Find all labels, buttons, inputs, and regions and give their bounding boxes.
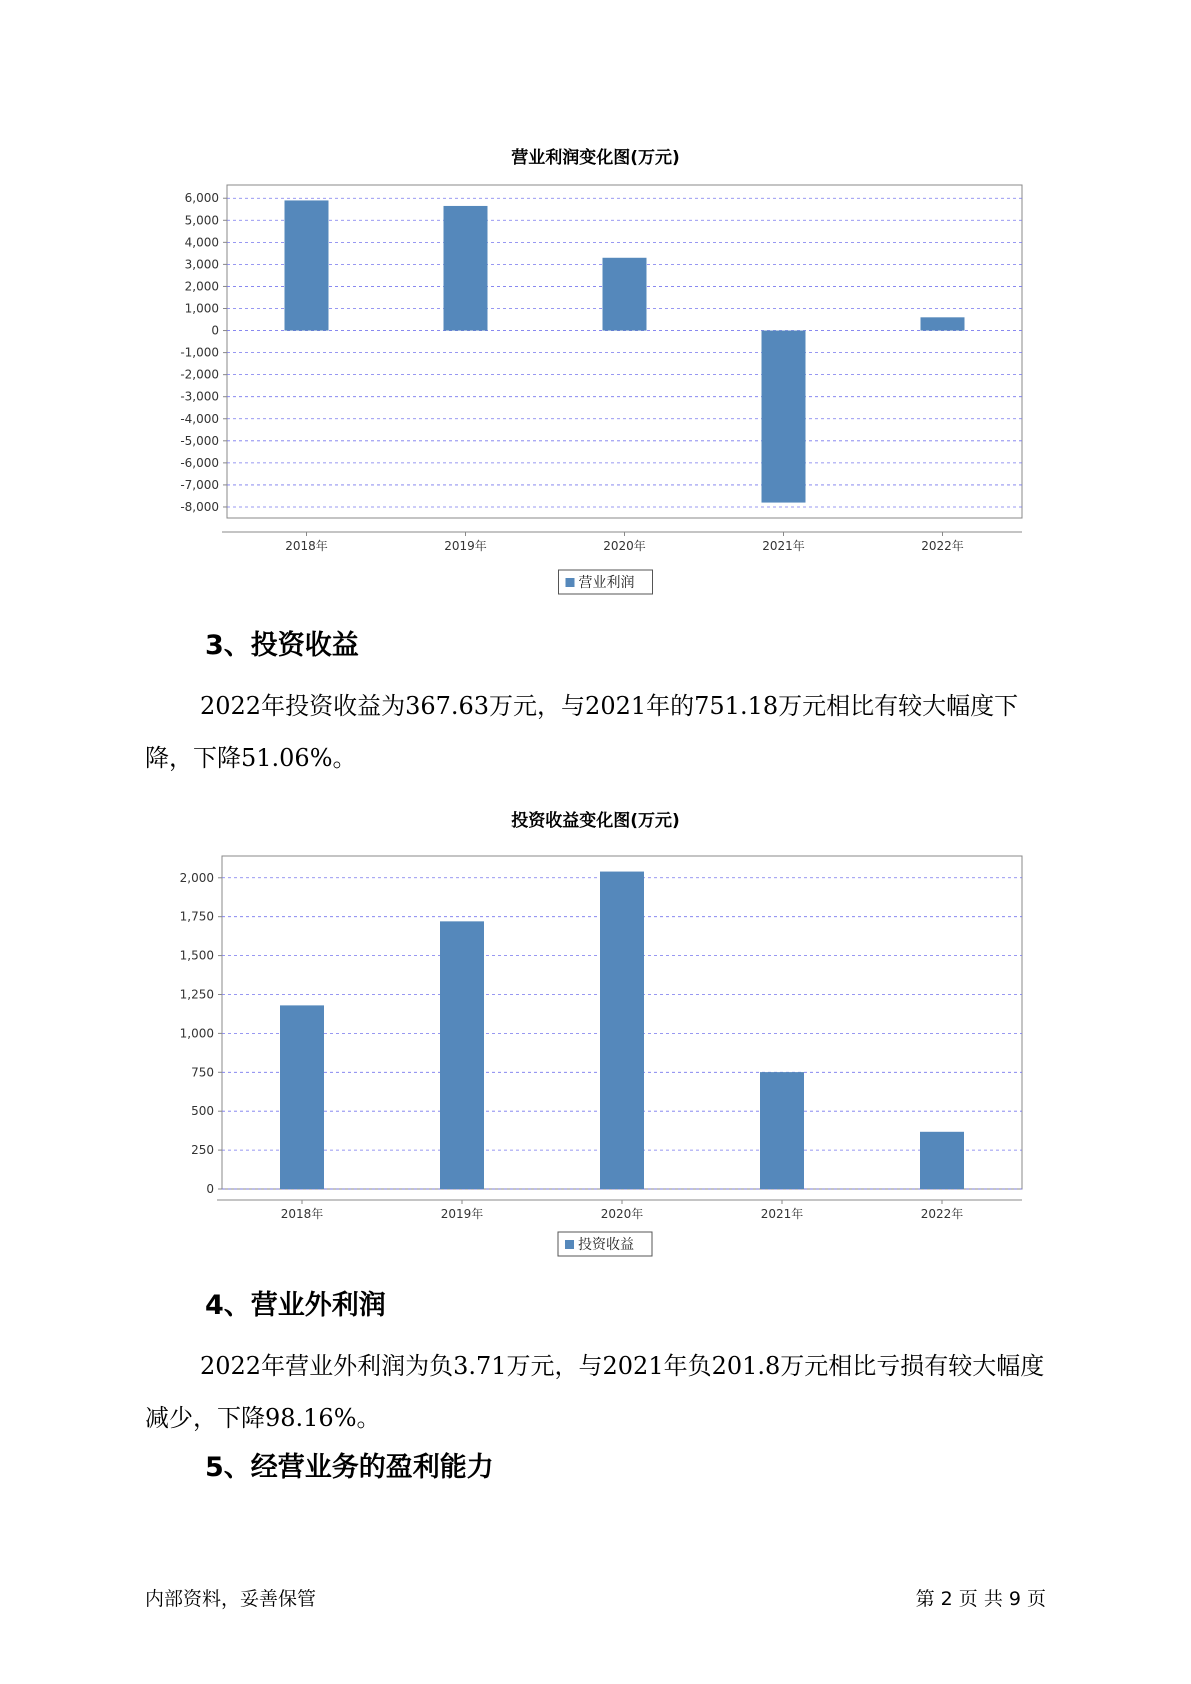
y-tick-label: 1,500 [179,948,214,963]
x-tick-label: 2019年 [440,1207,484,1221]
section-4-paragraph: 2022年营业外利润为负3.71万元，与2021年负201.8万元相比亏损有较大幅度减少，下降98.16%。 [145,1352,1045,1432]
y-tick-label: 1,750 [179,909,214,924]
y-tick-label: -7,000 [180,477,219,492]
y-tick-label: -5,000 [180,433,219,448]
y-tick-label: 2,000 [179,870,214,885]
investment-income-chart-title: 投资收益变化图(万元) [511,811,680,831]
bar-2022年 [920,1132,964,1189]
x-tick-label: 2020年 [603,539,646,553]
y-tick-label: -1,000 [180,345,219,360]
footer-confidential-note: 内部资料，妥善保管 [145,1588,317,1610]
plot-area [227,185,1022,518]
bar-2021年 [760,1072,804,1189]
legend-label: 营业利润 [578,575,635,591]
y-tick-label: 1,250 [179,987,214,1002]
bar-2021年 [762,331,806,503]
y-tick-label: 4,000 [184,235,219,250]
footer-page-number: 第 2 页 共 9 页 [915,1588,1046,1610]
y-tick-label: 2,000 [184,279,219,294]
y-tick-label: 3,000 [184,257,219,272]
bar-2020年 [600,872,644,1189]
y-tick-label: 5,000 [184,213,219,228]
y-tick-label: -3,000 [180,389,219,404]
section-5-heading: 5、经营业务的盈利能力 [205,1452,494,1483]
x-tick-label: 2018年 [280,1207,324,1221]
y-tick-label: 750 [191,1065,214,1080]
bar-2018年 [285,200,329,330]
bar-2018年 [280,1005,324,1189]
y-tick-label: -8,000 [180,499,219,514]
investment-income-chart [0,820,1191,1253]
y-tick-label: 0 [206,1182,214,1196]
y-tick-label: 500 [191,1104,214,1119]
x-tick-label: 2021年 [760,1207,804,1221]
legend-label: 投资收益 [578,1237,634,1253]
y-tick-label: -4,000 [180,411,219,426]
operating-profit-chart-title: 营业利润变化图(万元) [511,148,680,168]
x-tick-label: 2022年 [921,539,964,553]
operating-profit-chart [0,150,1191,600]
y-tick-label: 6,000 [184,191,219,206]
y-tick-label: -2,000 [180,367,219,382]
bar-2019年 [440,921,484,1189]
y-tick-label: 0 [211,323,219,338]
y-tick-label: 1,000 [184,301,219,316]
section-3-heading: 3、投资收益 [205,630,359,661]
y-tick-label: 250 [191,1143,214,1158]
y-tick-label: -6,000 [180,455,219,470]
y-tick-label: 1,000 [179,1026,214,1041]
x-tick-label: 2019年 [444,539,487,553]
x-tick-label: 2021年 [762,539,805,553]
bar-2019年 [444,206,488,331]
bar-2022年 [921,317,965,330]
x-tick-label: 2022年 [920,1207,964,1221]
legend-swatch [566,578,575,587]
x-tick-label: 2020年 [600,1207,644,1221]
legend-swatch [565,1240,574,1249]
section-4-heading: 4、营业外利润 [205,1290,386,1321]
x-tick-label: 2018年 [285,539,328,553]
bar-2020年 [603,258,647,331]
section-3-paragraph: 2022年投资收益为367.63万元，与2021年的751.18万元相比有较大幅度下降，下降51.06%。 [145,692,1019,772]
